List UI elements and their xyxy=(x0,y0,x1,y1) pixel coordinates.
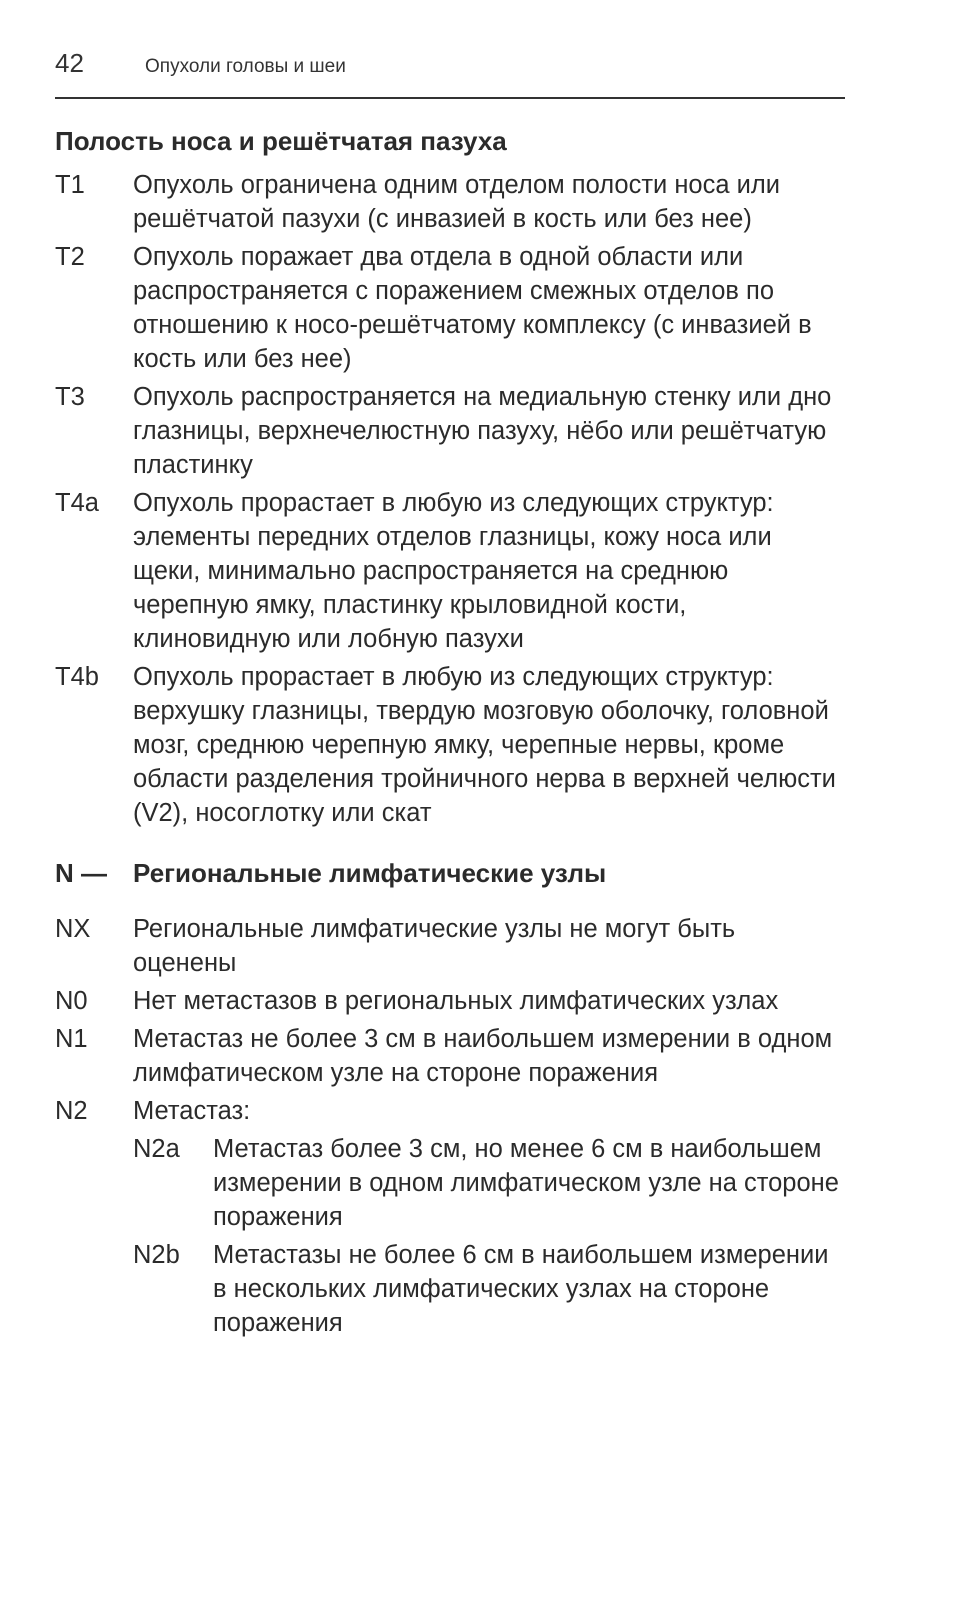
header-divider xyxy=(55,97,845,99)
n-code: N0 xyxy=(55,987,88,1015)
n-code: N1 xyxy=(55,1025,88,1053)
n2-sub-description: Метастаз более 3 см, но менее 6 см в наибольшем измерении в одном лимфатическом узле на стороне поражения xyxy=(213,1135,839,1231)
n2-sub-description: Метастазы не более 6 см в наибольшем измерении в нескольких лимфатических узлах на стороне поражения xyxy=(213,1241,829,1337)
n2-sub-entry xyxy=(133,1132,845,1234)
n2-subcategories xyxy=(133,1132,845,1340)
n-code: NX xyxy=(55,915,91,943)
section-heading-lymph-nodes xyxy=(55,856,845,890)
t-description: Опухоль прорастает в любую из следующих структур: элементы передних отделов глазницы, кожу носа или щеки, минимально распространяется на среднюю черепную ямку, пластинку крыловидной кости, клиновидную или лобную пазухи xyxy=(133,489,774,653)
running-title: Опухоли головы и шеи xyxy=(145,56,346,77)
n-description: Нет метастазов в региональных лимфатических узлах xyxy=(133,987,779,1015)
section-title-lymph-nodes: Региональные лимфатические узлы xyxy=(133,858,607,888)
n-entry xyxy=(55,984,845,1018)
t-code: T4a xyxy=(55,489,99,517)
t-code: T2 xyxy=(55,243,85,271)
n-description: Региональные лимфатические узлы не могут быть оценены xyxy=(133,915,736,977)
t-entry xyxy=(55,486,845,656)
t-entry xyxy=(55,240,845,376)
t-code: T4b xyxy=(55,663,99,691)
n-entry xyxy=(55,912,845,980)
section-prefix: N — xyxy=(55,858,107,888)
n2-sub-code: N2b xyxy=(133,1241,180,1269)
page-number: 42 xyxy=(55,48,84,78)
n-description: Метастаз не более 3 см в наибольшем измерении в одном лимфатическом узле на стороне поражения xyxy=(133,1025,833,1087)
n-code: N2 xyxy=(55,1097,88,1125)
t-description: Опухоль поражает два отдела в одной области или распространяется с поражением смежных отделов по отношению к носо-решётчатому комплексу (с инвазией в кость или без нее) xyxy=(133,243,812,373)
n-description: Метастаз: xyxy=(133,1097,251,1125)
n-entry xyxy=(55,1022,845,1090)
t-entry xyxy=(55,660,845,830)
running-header xyxy=(55,48,845,88)
t-description: Опухоль ограничена одним отделом полости носа или решётчатой пазухи (с инвазией в кость или без нее) xyxy=(133,171,780,233)
t-code: T3 xyxy=(55,383,85,411)
n2-sub-code: N2a xyxy=(133,1135,180,1163)
t-description: Опухоль распространяется на медиальную стенку или дно глазницы, верхнечелюстную пазуху, нёбо или решётчатую пластинку xyxy=(133,383,832,479)
t-entry xyxy=(55,380,845,482)
n2-sub-entry xyxy=(133,1238,845,1340)
t-entry xyxy=(55,168,845,236)
section-title-nasal-cavity: Полость носа и решётчатая пазуха xyxy=(55,126,507,156)
t-description: Опухоль прорастает в любую из следующих структур: верхушку глазницы, твердую мозговую оболочку, головной мозг, среднюю черепную ямку, черепные нервы, кроме области разделения тройничного нерва в верхней челюсти (V2), носоглотку или скат xyxy=(133,663,836,827)
t-code: T1 xyxy=(55,171,85,199)
page-content xyxy=(55,124,845,1344)
n-entry xyxy=(55,1094,845,1128)
